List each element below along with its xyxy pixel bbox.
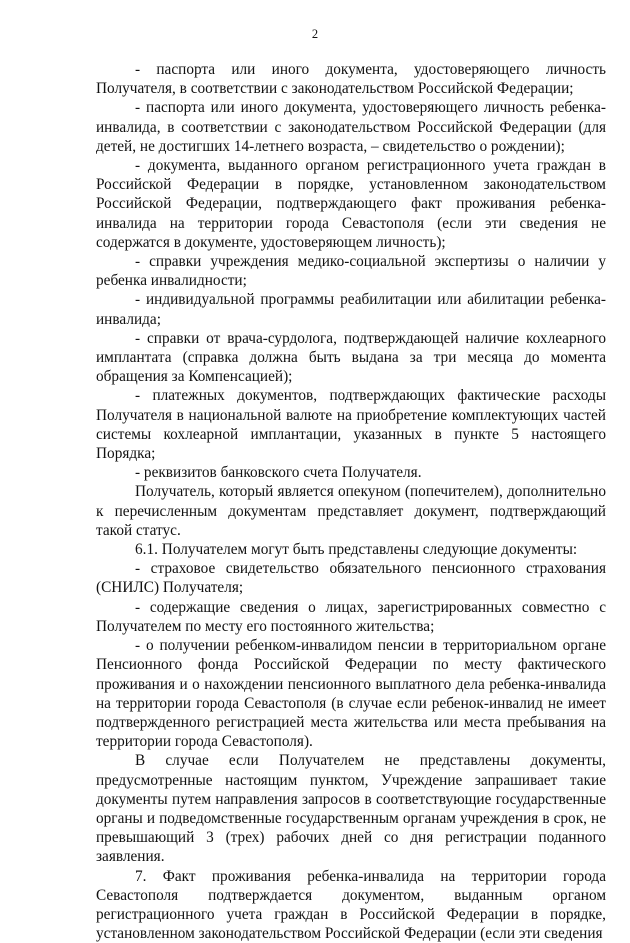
paragraph-6-1-heading: 6.1. Получателем могут быть представлены следующие документы: bbox=[135, 541, 578, 559]
list-item-passport-child: - паспорта или иного документа, удостоверяющего личность ребенка-инвалида, в соответствии с законодательством Российской Федерации (для детей, не достигших 14-летнего возраста, – свидетельство о рождении); bbox=[96, 99, 606, 155]
document-body bbox=[96, 60, 606, 943]
list-item-cohabitants: - содержащие сведения о лицах, зарегистрированных совместно с Получателем по месту его постоянного жительства; bbox=[96, 598, 606, 635]
list-item-payment-documents: - платежных документов, подтверждающих фактические расходы Получателя в национальной валюте на приобретение комплектующих частей системы кохлеарной имплантации, указанных в пункте 5 настоящего Порядка; bbox=[96, 387, 606, 463]
page-number: 2 bbox=[311, 27, 319, 41]
list-item-snils: - страховое свидетельство обязательного пенсионного страхования (СНИЛС) Получателя; bbox=[96, 560, 606, 597]
list-item-audiologist-certificate: - справки от врача-сурдолога, подтверждающей наличие кохлеарного имплантата (справка должна быть выдана за три месяца до момента обращения за Компенсацией); bbox=[96, 329, 606, 386]
list-item-rehabilitation-program: - индивидуальной программы реабилитации или абилитации ребенка-инвалида; bbox=[96, 291, 606, 328]
paragraph-requests: В случае если Получателем не представлены документы, предусмотренные настоящим пунктом, Учреждение запрашивает такие документы путем направления запросов в соответствующие государственные органы и подведомственные государственным органам учреждения в срок, не превышающий 3 (трех) рабочих дней со дня регистрации поданного заявления. bbox=[96, 752, 606, 866]
paragraph-guardian: Получатель, который является опекуном (попечителем), дополнительно к перечисленным документам представляет документ, подтверждающий такой статус. bbox=[96, 483, 606, 539]
list-item-passport-recipient: - паспорта или иного документа, удостоверяющего личность Получателя, в соответствии с законодательством Российской Федерации; bbox=[96, 61, 606, 98]
list-item-disability-certificate: - справки учреждения медико-социальной экспертизы о наличии у ребенка инвалидности; bbox=[96, 253, 606, 290]
list-item-residence-document: - документа, выданного органом регистрационного учета граждан в Российской Федерации в порядке, установленном законодательством Российской Федерации, подтверждающего факт проживания ребенка-инвалида на территории города Севастополя (если эти сведения не содержатся в документе, удостоверяющем личность); bbox=[96, 157, 606, 251]
list-item-bank-details: - реквизитов банковского счета Получателя. bbox=[135, 464, 422, 482]
list-item-pension-info: - о получении ребенком-инвалидом пенсии в территориальном органе Пенсионного фонда Российской Федерации по месту фактического проживания и о нахождении пенсионного выплатного дела ребенка-инвалида на территории города Севастополя (в случае если ребенок-инвалид не имеет подтвержденного регистрацией места жительства или места пребывания на территории города Севастополя). bbox=[96, 637, 606, 751]
paragraph-7: 7. Факт проживания ребенка-инвалида на территории города Севастополя подтверждается документом, выданным органом регистрационного учета граждан в Российской Федерации в порядке, установленном законодательством Российской Федерации (если эти сведения bbox=[96, 867, 606, 943]
